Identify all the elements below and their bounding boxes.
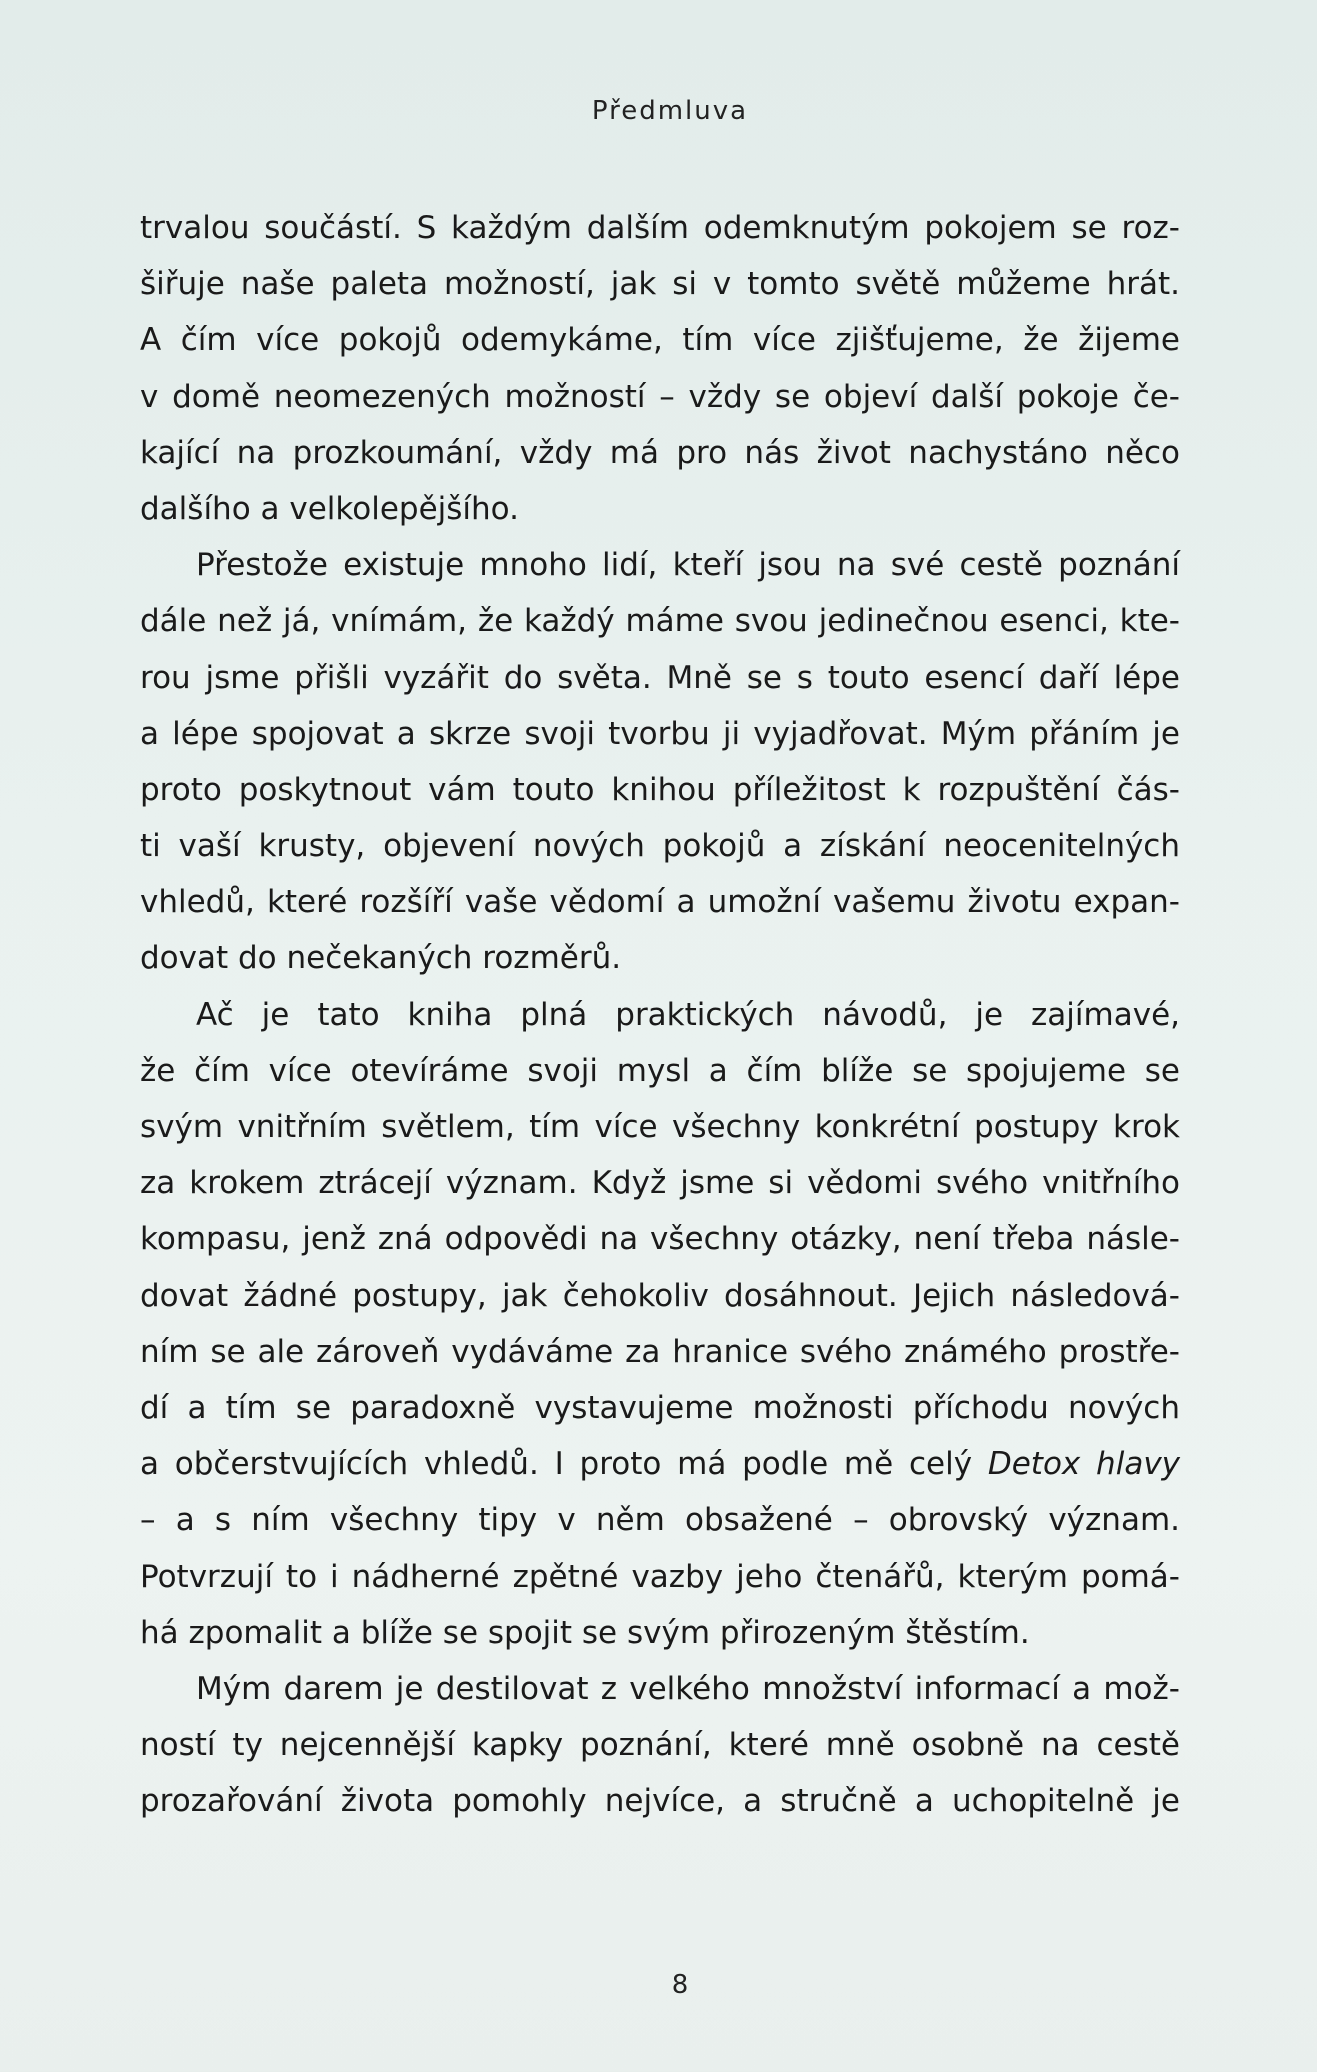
text-line: prozařování života pomohly nejvíce, a stručně a uchopitelně je [140, 1783, 1180, 1820]
book-title: Detox hlavy [987, 1446, 1181, 1483]
text-line: trvalou součástí. S každým dalším odemknutým pokojem se roz- [140, 210, 1180, 246]
text-line: rou jsme přišli vyzářit do světa. Mně se s touto esencí daří lépe [140, 659, 1180, 696]
text-line: šiřuje naše paleta možností, jak si v tomto světě můžeme hrát. [140, 266, 1180, 303]
text-line: há zpomalit a blíže se spojit se svým přirozeným štěstím. [140, 1614, 1030, 1651]
text-line: svým vnitřním světlem, tím více všechny konkrétní postupy krok [140, 1109, 1180, 1145]
text-line: v domě neomezených možností – vždy se objeví další pokoje če- [140, 378, 1180, 415]
text-line: A čím více pokojů odemykáme, tím více zjišťujeme, že žijeme [140, 322, 1180, 359]
text-line: dovat do nečekaných rozměrů. [140, 940, 622, 977]
text-line: ním se ale zároveň vydáváme za hranice svého známého prostře- [140, 1333, 1180, 1370]
text-line: Přestože existuje mnoho lidí, kteří jsou na své cestě poznání [196, 547, 1180, 584]
text-line: a lépe spojovat a skrze svoji tvorbu ji vyjadřovat. Mým přáním je [140, 715, 1180, 752]
running-header: Předmluva [591, 96, 749, 126]
text-line: Mým darem je destilovat z velkého množství informací a mož- [196, 1670, 1180, 1707]
text-line: dí a tím se paradoxně vystavujeme možnosti příchodu nových [140, 1389, 1180, 1426]
text-line: Potvrzují to i nádherné zpětné vazby jeho čtenářů, kterým pomá- [140, 1558, 1180, 1595]
text-line: Ač je tato kniha plná praktických návodů, je zajímavé, [196, 996, 1180, 1033]
text-line: – a s ním všechny tipy v něm obsažené – obrovský význam. [140, 1502, 1180, 1539]
text-line: kompasu, jenž zná odpovědi na všechny otázky, není třeba násle- [140, 1221, 1180, 1258]
text-line: ti vaší krusty, objevení nových pokojů a získání neocenitelných [140, 828, 1180, 865]
text-line: že čím více otevíráme svoji mysl a čím blíže se spojujeme se [140, 1052, 1180, 1089]
text-line: vhledů, které rozšíří vaše vědomí a umožní vašemu životu expan- [140, 884, 1180, 921]
text-line: dále než já, vnímám, že každý máme svou jedinečnou esenci, kte- [140, 603, 1180, 640]
text-line: za krokem ztrácejí význam. Když jsme si vědomi svého vnitřního [140, 1165, 1180, 1202]
text-line: kající na prozkoumání, vždy má pro nás život nachystáno něco [140, 434, 1180, 471]
text-line-with-book-title [140, 1436, 1180, 1492]
text-line: proto poskytnout vám touto knihou příležitost k rozpuštění čás- [140, 771, 1180, 808]
text-segment: a občerstvujících vhledů. I proto má podle mě celý [140, 1446, 988, 1483]
text-line: ností ty nejcennější kapky poznání, které mně osobně na cestě [140, 1727, 1180, 1764]
text-line: dovat žádné postupy, jak čehokoliv dosáhnout. Jejich následová- [140, 1277, 1180, 1314]
page-number: 8 [671, 1970, 689, 2000]
text-line: dalšího a velkolepějšího. [140, 490, 519, 527]
body-text [140, 200, 1180, 1829]
